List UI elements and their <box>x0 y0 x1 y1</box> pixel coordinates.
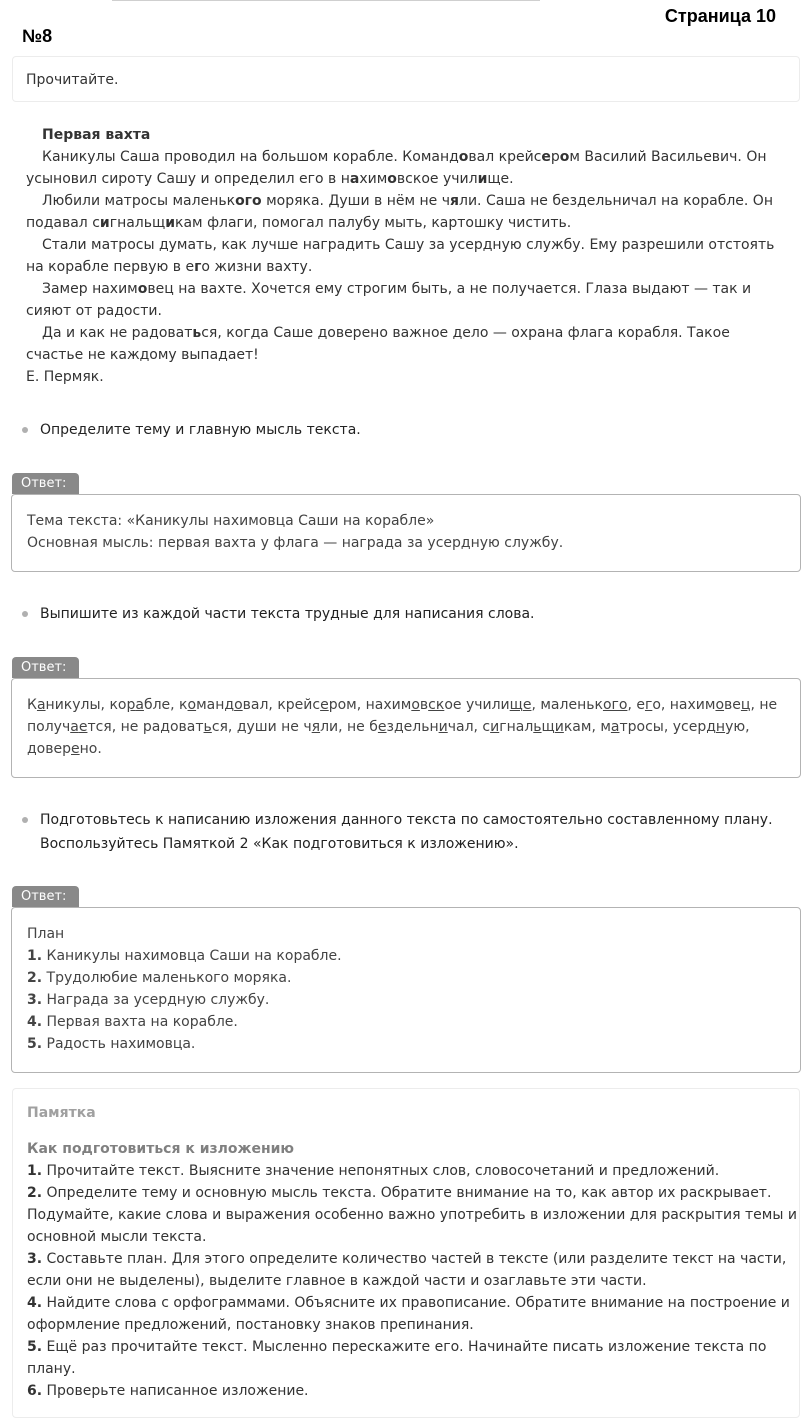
text-author: Е. Пермяк. <box>26 369 104 385</box>
plan-item: 5. Радость нахимовца. <box>27 1036 196 1052</box>
top-divider <box>112 0 540 1</box>
task-question: Определите тему и главную мысль текста. <box>40 422 361 438</box>
text-paragraph: Любили матросы маленького моряка. Души в нём не чяли. Саша не бездельничал на корабле. Он подавал сигнальщикам флаги, помогал палубу мыть, картошку чистить. <box>26 193 773 231</box>
plan-item: 2. Трудолюбие маленького моряка. <box>27 970 292 986</box>
bullet-icon <box>22 817 28 823</box>
page-number: Страница 10 <box>664 6 776 26</box>
memo-item: 4. Найдите слова с орфограммами. Объясните их правописание. Обратите внимание на построение и оформление предложений, постановку знаков препинания. <box>27 1295 790 1333</box>
answer-box <box>11 678 801 778</box>
memo-item: 3. Составьте план. Для этого определите количество частей в тексте (или разделите текст на части, если они не выделены), выделите главное в каждой части и озаглавьте эти части. <box>27 1251 787 1289</box>
text-paragraph: Каникулы Саша проводил на большом корабле. Командовал крейсером Василий Васильевич. Он усыновил сироту Сашу и определил его в нахимовское училище. <box>26 149 767 187</box>
text-paragraph: Стали матросы думать, как лучше наградить Сашу за усердную службу. Ему разрешили отстоять на корабле первую в его жизни вахту. <box>26 237 775 275</box>
memo-item: 6. Проверьте написанное изложение. <box>27 1383 309 1399</box>
text-paragraph: Да и как не радоваться, когда Саше доверено важное дело — охрана флага корабля. Такое счастье не каждому выпадает! <box>26 325 730 363</box>
answer-line: Тема текста: «Каникулы нахимовца Саши на корабле» <box>27 513 435 529</box>
instruction-text: Прочитайте. <box>26 72 119 88</box>
memo-item: 1. Прочитайте текст. Выясните значение непонятных слов, словосочетаний и предложений. <box>27 1163 720 1179</box>
memo-box <box>12 1088 800 1418</box>
difficult-words: Каникулы, корабле, командовал, крейсером, нахимовское училище, маленького, его, нахимовец, не получается, не радоваться, души не чяли, не бездельничал, сигнальщикам, матросы, усердную, доверено. <box>27 697 778 757</box>
task-question: Выпишите из каждой части текста трудные для написания слова. <box>40 606 535 622</box>
task-2 <box>22 602 800 626</box>
task-3 <box>22 808 800 856</box>
instruction-box <box>12 56 800 102</box>
memo-title: Как подготовиться к изложению <box>27 1141 295 1157</box>
bullet-icon <box>22 427 28 433</box>
memo-item: 5. Ещё раз прочитайте текст. Мысленно перескажите его. Начинайте писать изложение текста по плану. <box>27 1339 767 1377</box>
reading-text <box>26 124 786 388</box>
plan-item: 4. Первая вахта на корабле. <box>27 1014 238 1030</box>
text-title: Первая вахта <box>42 127 151 143</box>
answer-tab: Ответ: <box>12 657 79 678</box>
answer-tab: Ответ: <box>12 886 79 907</box>
answer-box <box>11 907 801 1073</box>
task-1 <box>22 418 800 442</box>
plan-item: 3. Награда за усердную службу. <box>27 992 270 1008</box>
plan-title: План <box>27 926 65 942</box>
task-question: Подготовьтесь к написанию изложения данного текста по самостоятельно составленному плану. Воспользуйтесь Памяткой 2 «Как подготовиться к изложению». <box>40 812 773 852</box>
exercise-number: №8 <box>22 26 53 46</box>
memo-item: 2. Определите тему и основную мысль текста. Обратите внимание на то, как автор их раскрывает. Подумайте, какие слова и выражения особенно важно употребить в изложении для раскрытия темы и основной мысли текста. <box>27 1185 797 1245</box>
memo-label: Памятка <box>27 1105 96 1121</box>
answer-tab: Ответ: <box>12 473 79 494</box>
plan-item: 1. Каникулы нахимовца Саши на корабле. <box>27 948 342 964</box>
text-paragraph: Замер нахимовец на вахте. Хочется ему строгим быть, а не получается. Глаза выдают — так и сияют от радости. <box>26 281 752 319</box>
answer-line: Основная мысль: первая вахта у флага — награда за усердную службу. <box>27 535 564 551</box>
bullet-icon <box>22 611 28 617</box>
answer-box <box>11 494 801 572</box>
